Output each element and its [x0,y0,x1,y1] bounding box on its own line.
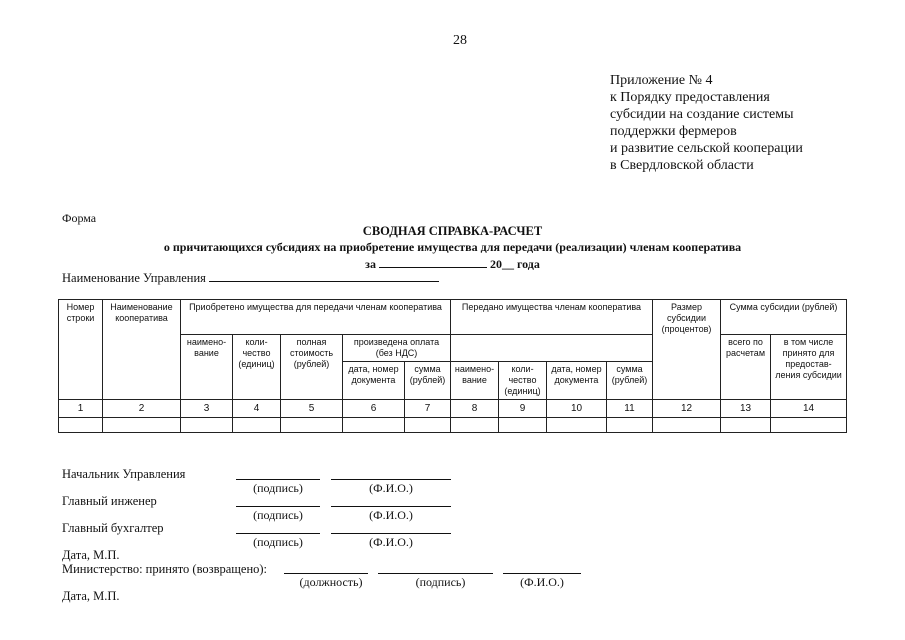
header-date-doc: дата, номер документа [343,362,405,400]
appendix-line: и развитие сельской кооперации [610,141,803,156]
summary-table [58,299,847,433]
table-cell[interactable] [405,418,451,433]
table-cell[interactable] [451,418,499,433]
column-number: 7 [405,400,451,418]
appendix-line: в Свердловской области [610,158,754,173]
column-number: 6 [343,400,405,418]
document-title: СВОДНАЯ СПРАВКА-РАСЧЕТ [362,224,543,238]
head-label: Начальник Управления [62,467,186,481]
period-blank[interactable] [379,256,487,268]
column-number: 14 [771,400,847,418]
head-signature-line[interactable] [236,479,320,480]
signature-caption: (подпись) [253,481,303,495]
header-t-qty: коли-чество (единиц) [499,362,547,400]
column-number: 1 [59,400,103,418]
appendix-line: к Порядку предоставления [610,90,770,105]
appendix-block [610,72,803,174]
management-label: Наименование Управления [62,271,206,285]
period-prefix: за [365,257,376,271]
header-t-sum: сумма (рублей) [607,362,653,400]
header-full-cost: полная стоимость (рублей) [281,335,343,400]
column-number-row [59,400,847,418]
header-transferred: Передано имущества членам кооператива [451,300,653,335]
column-number: 5 [281,400,343,418]
fio-caption: (Ф.И.О.) [369,535,413,549]
appendix-line: субсидии на создание системы [610,107,794,122]
header-name: наимено-вание [181,335,233,400]
table-cell[interactable] [233,418,281,433]
engineer-fio-line[interactable] [331,506,451,507]
fio-caption: (Ф.И.О.) [369,481,413,495]
signature-caption: (подпись) [415,575,466,589]
header-coop-name: Наименование кооператива [103,300,181,400]
document-subtitle: о причитающихся субсидиях на приобретение имущества для передачи (реализации) членам кооператива [163,240,742,254]
header-row-number: Номер строки [59,300,103,400]
period-year: 20__ года [489,257,540,271]
table-cell[interactable] [343,418,405,433]
fio-caption: (Ф.И.О.) [520,575,564,589]
form-label: Форма [62,211,97,225]
signature-caption: (подпись) [253,508,303,522]
date-stamp: Дата, М.П. [62,589,120,603]
table-row [59,418,847,433]
header-subsidy-sum: Сумма субсидии (рублей) [721,300,847,335]
ministry-position-line[interactable] [284,573,368,574]
header-accepted: в том числе принято для предостав-ления субсидии [771,335,847,400]
signature-caption: (подпись) [253,535,303,549]
date-stamp: Дата, М.П. [62,548,120,562]
header-subsidy-rate: Размер субсидии (процентов) [653,300,721,400]
table-cell[interactable] [281,418,343,433]
table-cell[interactable] [499,418,547,433]
ministry-fio-line[interactable] [503,573,581,574]
header-sum: сумма (рублей) [405,362,451,400]
column-number: 4 [233,400,281,418]
column-number: 11 [607,400,653,418]
header-t-name: наимено-вание [451,362,499,400]
management-field [62,270,439,286]
header-acquired: Приобретено имущества для передачи членам кооператива [181,300,451,335]
header-t-date-doc: дата, номер документа [547,362,607,400]
position-caption: (должность) [299,575,363,589]
table-cell[interactable] [771,418,847,433]
column-number: 13 [721,400,771,418]
table-cell[interactable] [607,418,653,433]
table-cell[interactable] [547,418,607,433]
engineer-signature-line[interactable] [236,506,320,507]
header-total-calc: всего по расчетам [721,335,771,400]
page-number: 28 [453,33,467,48]
table-cell[interactable] [721,418,771,433]
accountant-signature-line[interactable] [236,533,320,534]
table-cell[interactable] [103,418,181,433]
appendix-line: поддержки фермеров [610,124,737,139]
column-number: 10 [547,400,607,418]
header-qty: коли-чество (единиц) [233,335,281,400]
column-number: 8 [451,400,499,418]
ministry-label: Министерство: принято (возвращено): [62,562,268,576]
accountant-fio-line[interactable] [331,533,451,534]
management-blank[interactable] [209,270,439,282]
column-number: 3 [181,400,233,418]
header-payment: произведена оплата (без НДС) [343,335,451,362]
fio-caption: (Ф.И.О.) [369,508,413,522]
accountant-label: Главный бухгалтер [62,521,164,535]
appendix-line: Приложение № 4 [610,73,713,88]
table-cell[interactable] [59,418,103,433]
table-cell[interactable] [653,418,721,433]
column-number: 12 [653,400,721,418]
ministry-signature-line[interactable] [378,573,493,574]
head-fio-line[interactable] [331,479,451,480]
column-number: 9 [499,400,547,418]
table-cell[interactable] [181,418,233,433]
header-transferred-spacer [451,335,653,362]
column-number: 2 [103,400,181,418]
engineer-label: Главный инженер [62,494,157,508]
